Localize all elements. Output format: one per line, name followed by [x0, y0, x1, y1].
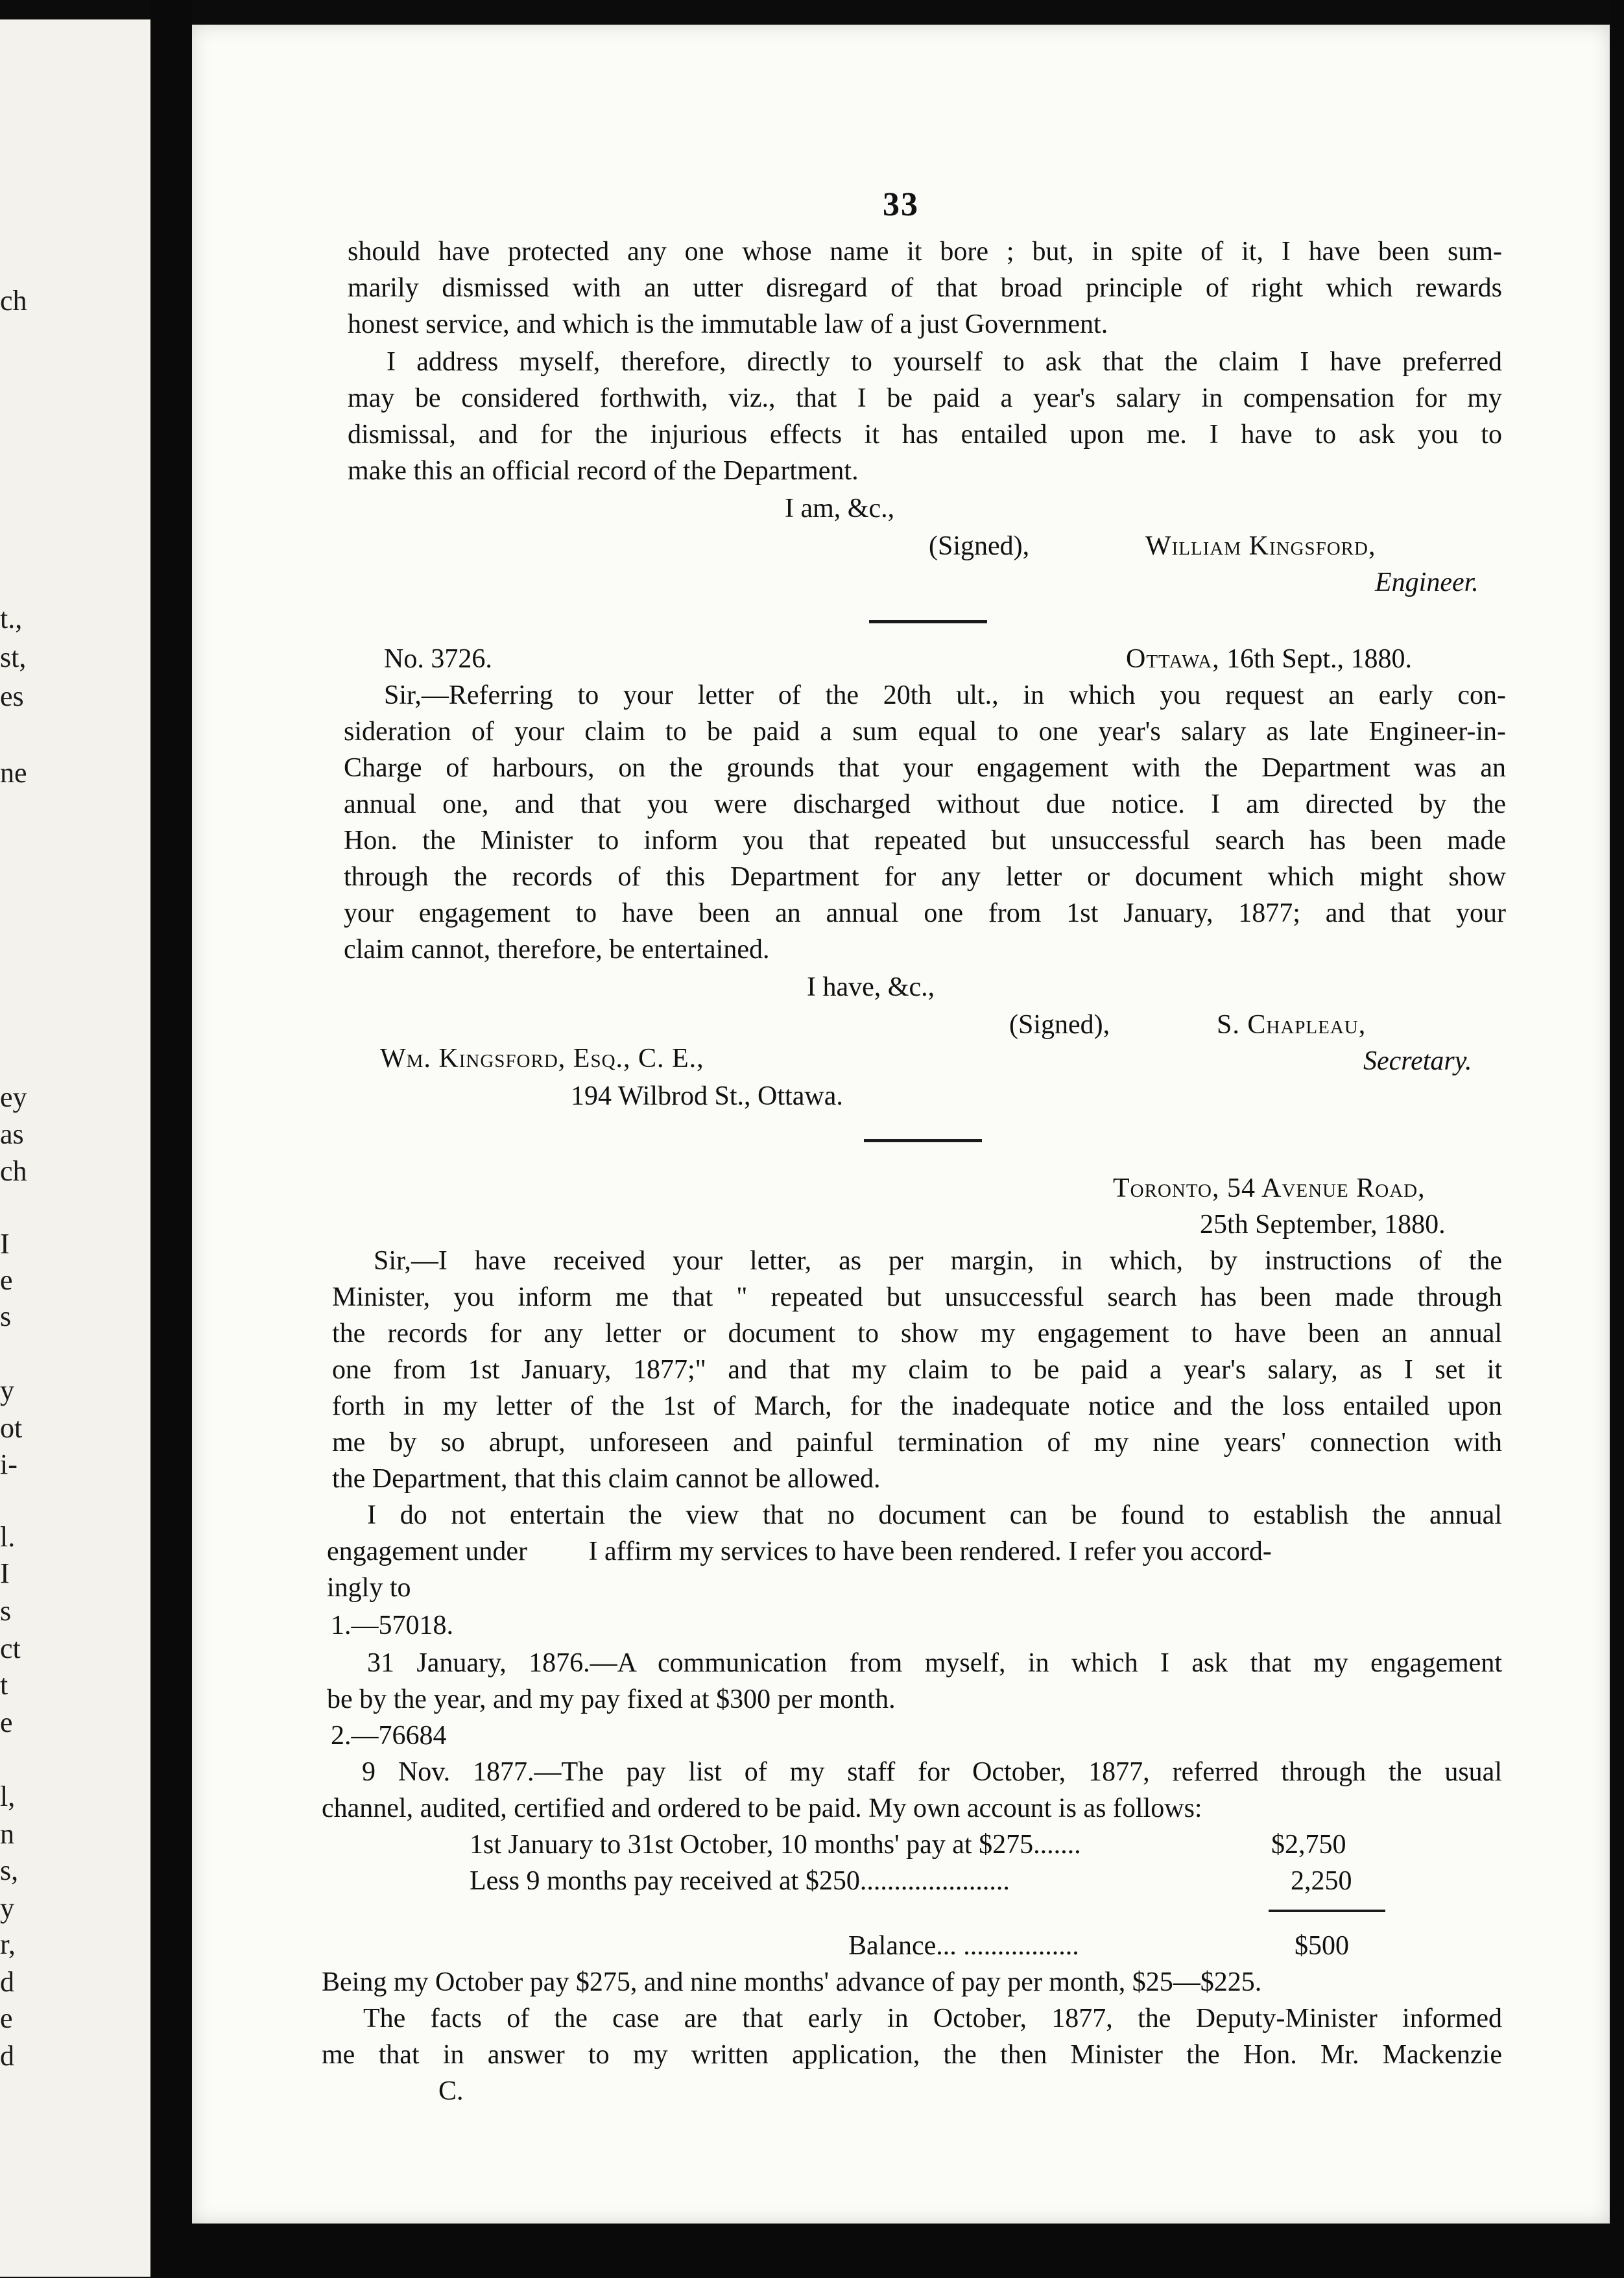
body-line: Minister, you inform me that " repeated but unsuccessful search has been made through	[332, 1282, 1502, 1312]
facing-page-fragment: l.	[0, 1521, 16, 1553]
body-line: 9 Nov. 1877.—The pay list of my staff for October, 1877, referred through the usual	[362, 1757, 1502, 1787]
facing-page-fragment: e	[0, 2002, 13, 2034]
signed-label: (Signed),	[929, 531, 1030, 561]
body-line: honest service, and which is the immutable law of a just Government.	[348, 309, 1108, 339]
document-page	[192, 25, 1610, 2224]
account-row-value: 2,250	[1291, 1866, 1352, 1896]
body-line: your engagement to have been an annual one from 1st January, 1877; and that your	[344, 898, 1506, 928]
body-line: Hon. the Minister to inform you that repeated but unsuccessful search has been made	[344, 826, 1506, 856]
facing-page-fragment: ch	[0, 285, 27, 317]
facing-page-fragment: st,	[0, 641, 27, 673]
body-line: I address myself, therefore, directly to yourself to ask that the claim I have preferred	[387, 347, 1502, 377]
facing-page-fragment: I	[0, 1557, 10, 1589]
body-line: marily dismissed with an utter disregard of that broad principle of right which rewards	[348, 273, 1502, 303]
body-line: through the records of this Department for any letter or document which might show	[344, 862, 1506, 892]
body-line: annual one, and that you were discharged without due notice. I am directed by the	[344, 789, 1506, 819]
letter-place: Toronto, 54 Avenue Road,	[1113, 1173, 1426, 1203]
page-number: 33	[883, 186, 919, 223]
account-row-label: 1st January to 31st October, 10 months' pay at $275.......	[470, 1830, 1081, 1860]
body-line: Sir,—I have received your letter, as per margin, in which, by instructions of the	[374, 1246, 1502, 1276]
body-line: ingly to	[327, 1573, 411, 1603]
body-line: sideration of your claim to be paid a sum equal to one year's salary as late Engineer-in-	[344, 717, 1506, 747]
facing-page-fragment: d	[0, 2040, 14, 2072]
facing-page-fragment: ot	[0, 1412, 23, 1444]
facing-page-fragment: t	[0, 1669, 8, 1701]
signature-mark: C.	[438, 2076, 464, 2106]
body-line: dismissal, and for the injurious effects it has entailed upon me. I have to ask you to	[348, 420, 1502, 450]
facing-page-fragment: as	[0, 1118, 24, 1150]
body-line: Sir,—Referring to your letter of the 20th ult., in which you request an early con-	[384, 680, 1506, 710]
reference-number: 1.—57018.	[331, 1611, 453, 1640]
facing-page-fragment: r,	[0, 1928, 16, 1960]
signed-label: (Signed),	[1009, 1010, 1110, 1040]
signatory-title: Engineer.	[1375, 568, 1479, 597]
body-line: the records for any letter or document to show my engagement to have been an annual	[332, 1319, 1502, 1349]
section-divider	[864, 1139, 982, 1142]
body-line: I do not entertain the view that no document can be found to establish the annual	[367, 1500, 1502, 1530]
body-line: forth in my letter of the 1st of March, for the inadequate notice and the loss entailed upon	[332, 1391, 1502, 1421]
body-line: claim cannot, therefore, be entertained.	[344, 935, 770, 965]
facing-page-fragment: n	[0, 1818, 14, 1850]
body-line: channel, audited, certified and ordered to be paid. My own account is as follows:	[322, 1793, 1202, 1823]
body-line: 31 January, 1876.—A communication from myself, in which I ask that my engagement	[367, 1648, 1502, 1678]
sum-rule	[1269, 1910, 1385, 1912]
body-line: one from 1st January, 1877;" and that my claim to be paid a year's salary, as I set it	[332, 1355, 1502, 1385]
letter-date: 25th September, 1880.	[1200, 1210, 1446, 1240]
facing-page-fragment: i-	[0, 1448, 18, 1480]
account-balance-value: $500	[1295, 1931, 1349, 1961]
scan-edge	[1610, 0, 1624, 2278]
reference-number: 2.—76684	[331, 1721, 447, 1751]
body-line: Being my October pay $275, and nine months' advance of pay per month, $25—$225.	[322, 1967, 1262, 1997]
facing-page-fragment: y	[0, 1374, 14, 1406]
signatory-name: S. Chapleau,	[1217, 1010, 1367, 1040]
body-line: Charge of harbours, on the grounds that your engagement with the Department was an	[344, 753, 1506, 783]
body-line: The facts of the case are that early in October, 1877, the Deputy-Minister informed	[363, 2004, 1502, 2033]
body-line: be by the year, and my pay fixed at $300 per month.	[327, 1685, 896, 1714]
addressee-address: 194 Wilbrod St., Ottawa.	[571, 1081, 843, 1111]
account-row-label: Less 9 months pay received at $250......................	[470, 1866, 1010, 1896]
facing-page-fragment: es	[0, 680, 24, 712]
account-row-value: $2,750	[1271, 1830, 1346, 1860]
facing-page-fragment: e	[0, 1264, 13, 1296]
facing-page-fragment: d	[0, 1966, 14, 1998]
facing-page-fragment: y	[0, 1892, 14, 1924]
body-line: engagement under I affirm my services to have been rendered. I refer you accord-	[327, 1537, 1272, 1566]
body-line: the Department, that this claim cannot be allowed.	[332, 1464, 881, 1494]
facing-page-fragment: l,	[0, 1780, 16, 1812]
scan-bottom-edge	[150, 2224, 1624, 2278]
facing-page-fragment: ne	[0, 757, 27, 789]
body-line: make this an official record of the Department.	[348, 456, 859, 486]
letter-number: No. 3726.	[384, 644, 492, 674]
letter-closing: I have, &c.,	[807, 972, 935, 1002]
letter-closing: I am, &c.,	[785, 494, 895, 523]
facing-page-fragment: ch	[0, 1155, 27, 1187]
facing-page-fragment: I	[0, 1228, 10, 1260]
letter-date: 16th Sept., 1880.	[1226, 644, 1413, 674]
book-gutter	[150, 0, 192, 2278]
body-line: me by so abrupt, unforeseen and painful termination of my nine years' connection with	[332, 1428, 1502, 1457]
body-line: should have protected any one whose name it bore ; but, in spite of it, I have been sum-	[348, 237, 1502, 267]
signatory-title: Secretary.	[1363, 1046, 1472, 1076]
account-balance-label: Balance... .................	[848, 1931, 1079, 1961]
letter-place: Ottawa,	[1126, 644, 1220, 674]
section-divider	[869, 620, 987, 623]
facing-page-strip	[0, 19, 150, 2277]
facing-page-fragment: s,	[0, 1854, 19, 1886]
facing-page-fragment: s	[0, 1301, 12, 1332]
addressee-name: Wm. Kingsford, Esq., C. E.,	[380, 1044, 704, 1073]
body-line: me that in answer to my written application, the then Minister the Hon. Mr. Mackenzie	[322, 2040, 1502, 2070]
facing-page-fragment: ey	[0, 1081, 27, 1113]
facing-page-fragment: e	[0, 1707, 13, 1738]
facing-page-fragment: t.,	[0, 603, 23, 634]
body-line: may be considered forthwith, viz., that I be paid a year's salary in compensation for my	[348, 383, 1502, 413]
facing-page-fragment: ct	[0, 1633, 21, 1664]
facing-page-fragment: s	[0, 1595, 12, 1627]
signatory-name: William Kingsford,	[1145, 531, 1376, 561]
